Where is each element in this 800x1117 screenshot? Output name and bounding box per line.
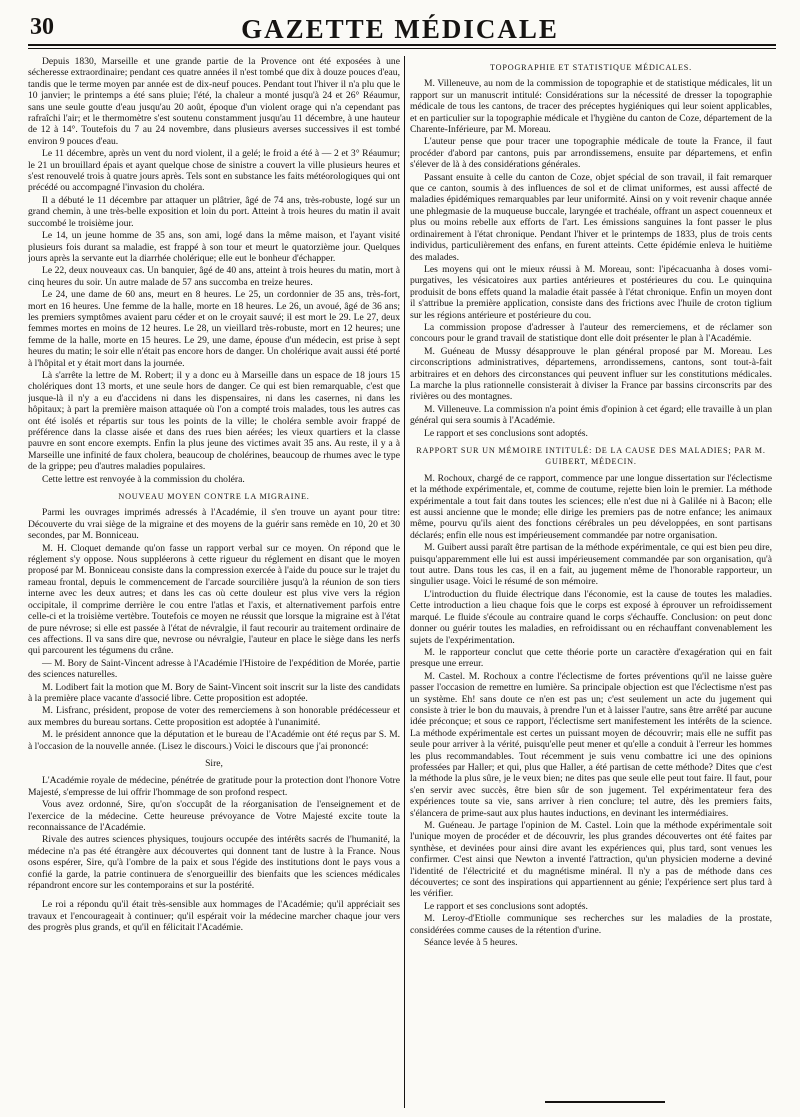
- paragraph: M. Lisfranc, président, propose de voter des remerciemens à son honorable prédécesseur et aux membres du bureau sortans. Cette proposition est adoptée à l'unanimité.: [28, 705, 400, 728]
- page-number: 30: [30, 14, 54, 40]
- header-rule: [28, 44, 776, 46]
- paragraph: M. H. Cloquet demande qu'on fasse un rapport verbal sur ce moyen. On répond que le réglement s'y oppose. Nous suppléerons à cette rigueur du réglement en disant que le moyen proposé par M. Bonniceau consiste dans la compression exercée à l'aide du pouce sur le trajet du rameau frontal, depuis le commencement de l'arcade sourcilière jusqu'à la réunion de son tiers interne avec les deux autres; et dans les cas où cette douleur est plus vive vers la région occipitale, il comprime derrière le cou entre l'atlas et l'axis, et alternativement parfois entre celle-ci et la troisième vertèbre. Toutefois ce moyen ne réussit que lorsque la migraine est à l'état de pure névrose; si elle est passée à l'état de névralgie, il faut recourir au traitement ordinaire de ces affections. Il va sans dire que, nevrose ou névralgie, l'auteur en place le siège dans les nerfs qui parcourent les tégumens du crâne.: [28, 542, 400, 657]
- paragraph: Le 11 décembre, après un vent du nord violent, il a gelé; le froid a été à — 2 et 3° Réaumur; le 21 un brouillard épais et ayant quelque chose de sinistre a couvert la ville plusieurs heures et s'est renouvelé trois à quatre jours après. Tels sont en substance les faits météorologiques qui ont précédé ou accompagné l'invasion du choléra.: [28, 148, 400, 194]
- paragraph: Le roi a répondu qu'il était très-sensible aux hommages de l'Académie; qu'il appréciait ses travaux et l'encourageait à continuer; qu'il espérait voir la médecine marcher chaque jour vers des progrès plus grands, et qu'il en félicitait l'Académie.: [28, 899, 400, 934]
- paragraph: Le 24, une dame de 60 ans, meurt en 8 heures. Le 25, un cordonnier de 35 ans, très-fort, mort en 16 heures. Une femme de la halle, morte en 18 heures. Le 26, un avoué, âgé de 36 ans; les premiers symptômes avaient paru céder et on le croyait sauvé; il est mort le 29. Le 27, deux femmes mortes en moins de 12 heures. Le 28, un vieillard très-robuste, mort en 12 heures; une femme de la halle, morte en 15 heures. Le 29, une dame, épouse d'un médecin, est prise à sept heures du matin; le soir elle n'était pas encore hors de danger. Un cholérique avait aussi été porté à l'hôpital et y était mort dans la journée.: [28, 289, 400, 369]
- paragraph: Séance levée à 5 heures.: [424, 937, 518, 949]
- section-heading: RAPPORT SUR UN MÉMOIRE INTITULÉ: DE LA CAUSE DES MALADIES; PAR M. GUIBERT, MÉDECIN.: [416, 446, 766, 467]
- paragraph: M. Guibert aussi paraît être partisan de la méthode expérimentale, ce qui est bien peu dire, puisqu'apparemment elle lui est aussi impérieusement commandée par son organisation, qu'à tout autre. Dans tous les cas, il en a fait, au jugement même de l'honorable rapporteur, un singulier usage. Voici le résumé de son mémoire.: [410, 542, 772, 588]
- salutation: Sire,: [205, 757, 223, 769]
- paragraph: Parmi les ouvrages imprimés adressés à l'Académie, il s'en trouve un ayant pour titre: Découverte du vrai siège de la migraine et des moyens de la guérir sans remède en 10, 20 et 30 secondes, par M. Bonniceau.: [28, 507, 400, 542]
- paragraph: Les moyens qui ont le mieux réussi à M. Moreau, sont: l'ipécacuanha à doses vomi-purgatives, les vésicatoires aux parties antérieures et postérieures du cou. Le quinquina produisit de bons effets quand la maladie était passée à l'état chronique. Enfin un moyen dont il s'attribue la première application, consiste dans des frictions avec l'huile de croton tiglium sur les régions antérieure et postérieure du cou.: [410, 263, 772, 321]
- paragraph: Le 14, un jeune homme de 35 ans, son ami, logé dans la même maison, et l'ayant visité plusieurs fois durant sa maladie, est frappé à son tour et meurt le quatorzième jour. Quelques jours après la servante eut la diarrhée cholérique; elle eut le bonheur d'échapper.: [28, 230, 400, 264]
- right-column: [410, 56, 772, 1106]
- paragraph: M. le président annonce que la députation et le bureau de l'Académie ont été reçus par S. M. à l'occasion de la nouvelle année. (Lisez le discours.) Voici le discours que j'ai prononcé:: [28, 729, 400, 752]
- paragraph: L'Académie royale de médecine, pénétrée de gratitude pour la protection dont l'honore Votre Majesté, s'empresse de lui offrir l'hommage de son profond respect.: [28, 775, 400, 798]
- masthead-title: GAZETTE MÉDICALE: [241, 14, 559, 44]
- paragraph: Depuis 1830, Marseille et une grande partie de la Provence ont été exposées à une sécheresse extraordinaire; pendant ces quatre années il n'est tombé que dix à douze pouces d'eau, tandis que le terme moyen par année est de dix-neuf pouces. Pendant tout l'hiver il n'a plu que le 10 janvier; le printemps a été sans pluie; l'été, la chaleur a monté jusqu'à 24 et 26° Réaumur, sans une seule goutte d'eau jusqu'au 20 août, époque d'un violent orage qui n'a cependant pas rafraîchi l'air; et le thermomètre s'est soutenu constamment jusqu'au 11 décembre, à une hauteur de 12 à 14°. Toutefois du 7 au 24 novembre, dans plusieurs averses successives il est tombé environ 9 pouces d'eau.: [28, 56, 400, 147]
- header-rule-thin: [28, 48, 776, 49]
- paragraph: Le 22, deux nouveaux cas. Un banquier, âgé de 40 ans, atteint à trois heures du matin, mort à cinq heures du soir. Un autre malade de 57 ans succomba en treize heures.: [28, 265, 400, 288]
- paragraph: M. Lodibert fait la motion que M. Bory de Saint-Vincent soit inscrit sur la liste des candidats à la première place vacante d'associé libre. Cette proposition est adoptée.: [28, 681, 400, 704]
- paragraph: M. Rochoux, chargé de ce rapport, commence par une longue dissertation sur l'éclectisme et la méthode expérimentale, et, comme de coutume, rejette bien loin le premier. La méthode expérimentale a tout fait dans toutes les sciences; elle n'est due ni à Galilée ni à Bacon; elle est aussi ancienne que le monde; elle dirige les premiers pas de notre enfance; les animaux même, pourvu qu'ils aient des fonctions cérébrales un peu développées, en sont partisans déclarés; enfin elle nous est impérieusement commandée par notre organisation.: [410, 472, 772, 541]
- left-column: [28, 56, 400, 1106]
- paragraph: M. Leroy-d'Etiolle communique ses recherches sur les maladies de la prostate, considérées comme causes de la rétention d'urine.: [410, 913, 772, 936]
- column-divider: [404, 56, 405, 1108]
- paragraph: Vous avez ordonné, Sire, qu'on s'occupât de la réorganisation de l'enseignement et de l'exercice de la médecine. Cette heureuse prévoyance de Votre Majesté excite toute la reconnaissance de l'Académie.: [28, 799, 400, 833]
- section-heading: TOPOGRAPHIE ET STATISTIQUE MÉDICALES.: [490, 63, 692, 72]
- paragraph: Le rapport et ses conclusions sont adoptés.: [424, 900, 588, 912]
- paragraph: L'auteur pense que pour tracer une topographie médicale de toute la France, il faut procéder d'abord par cantons, puis par arrondissemens, ensuite par départemens, et enfin s'élever de là à des considérations générales.: [410, 136, 772, 171]
- page-header: [18, 14, 782, 44]
- paragraph: — M. Bory de Saint-Vincent adresse à l'Académie l'Histoire de l'expédition de Morée, partie des sciences naturelles.: [28, 657, 400, 681]
- section-heading: NOUVEAU MOYEN CONTRE LA MIGRAINE.: [118, 492, 310, 502]
- paragraph: M. Guéneau. Je partage l'opinion de M. Castel. Loin que la méthode expérimentale soit l'unique moyen de procéder et de découvrir, les plus grandes découvertes ont été faites par synthèse, et devinées pour ainsi dire avant les expériences qui, plus tard, sont venues les confirmer. C'est ainsi que Newton a inventé l'attraction, qu'un physicien moderne a deviné l'identité de l'électricité et du magnétisme minéral. Il n'y a pas de méthode dans ces découvertes; ce sont des inspirations qui appartiennent au génie; l'expérience sert plus tard à les vérifier.: [410, 820, 772, 900]
- paragraph: Passant ensuite à celle du canton de Coze, objet spécial de son travail, il fait remarquer que ce canton, soumis à des influences de sol et de climat uniformes, est aussi affecté de maladies épidémiques remarquables par leur uniformité. Ainsi on y voit revenir chaque année une phlegmasie de la muqueuse buccale, laryngée et trachéale, offrant un aspect couenneux et plus ou moins rebelle aux efforts de l'art. Les émissions sanguines la font passer le plus ordinairement à l'état chronique. Pendant l'hiver et le printemps de 1833, plus de trois cents individus, particulièrement des enfans, en furent atteints. Cette épidémie enleva le huitième des malades.: [410, 171, 772, 263]
- paragraph: L'introduction du fluide électrique dans l'économie, est la cause de toutes les maladies. Cette introduction a lieu chaque fois que le corps est exposé à éprouver un refroidissement marqué. Le fluide s'écoule au contraire quand le corps s'échauffe. Conclusion: on peut donc donner ou guérir toutes les maladies, en refroidissant ou en réchauffant convenablement les sujets de l'expérimentation.: [410, 588, 772, 646]
- paragraph: M. Guéneau de Mussy désapprouve le plan général proposé par M. Moreau. Les circonscriptions administratives, départemens, arrondissemens, cantons, sont tout-à-fait arbitraires et en dehors des circonstances qui peuvent influer sur les constitutions médicales. La marche la plus rationnelle consisterait à diviser la France par bassins circonscrits par des rivières ou des montagnes.: [410, 345, 772, 403]
- paragraph: M. Castel. M. Rochoux a contre l'éclectisme de fortes préventions qu'il ne laisse guère passer l'occasion de remettre en lumière. Sa principale objection est que l'éclectisme n'est pas un système. Eh! sans doute ce n'en est pas un; c'est seulement un acte du jugement qui consiste à trier le bon du mauvais, à prendre l'un et à laisser l'autre, sans être arrêté par aucune idée préconçue; et sous ce rapport, l'éclectisme sert manifestement les intérêts de la science. La méthode expérimentale est certes un puissant moyen de découvrir; mais elle ne suffit pas seule pour arriver à la vérité, puisqu'elle peut mener et qu'elle a conduit à l'erreur les hommes les plus recommandables. Tout récemment je suis venu combattre ici une des opinions professées par Haller; et qui, plus que Haller, a été partisan de cette méthode? Dites que c'est la méthode la plus sûre, je le veux bien; ne dites pas que seule elle peut tout faire. Il faut, pour s'en servir avec succès, être bien sûr de son jugement. Tel expérimentateur fera des expériences toute sa vie, sans arriver à rien conclure; tel autre, dès les premiers faits, s'élancera de prime-saut aux plus hautes inductions, en devinant les intermédiaires.: [410, 670, 772, 819]
- paragraph: Le rapport et ses conclusions sont adoptés.: [424, 427, 588, 439]
- paragraph: M. Villeneuve, au nom de la commission de topographie et de statistique médicales, lit un rapport sur un manuscrit intitulé: Considérations sur la nécessité de dresser la topographie médicale de tous les cantons, de tracer des préceptes hygiéniques qui leur soient applicables, et en particulier sur la topographie médicale et l'hygiène du canton de Coze, département de la Charente-Inférieure, par M. Moreau.: [410, 78, 772, 136]
- paragraph: M. Villeneuve. La commission n'a point émis d'opinion à cet égard; elle travaille à un plan général qui sera soumis à l'Académie.: [410, 403, 772, 427]
- paragraph: Cette lettre est renvoyée à la commission du choléra.: [42, 473, 245, 485]
- end-rule: [545, 1101, 665, 1103]
- paragraph: Là s'arrête la lettre de M. Robert; il y a donc eu à Marseille dans un espace de 18 jours 15 cholériques dont 13 morts, et une seule hors de danger. Ce qui est bien remarquable, c'est que jusque-là il n'y a eu d'accidens ni dans les dispensaires, ni dans les casernes, ni dans les hôpitaux; à part la première maison attaquée où l'on a compté trois malades, tous les autres cas ont été isolés et répartis sur tous les points de la ville; le choléra semble avoir frappé de préférence dans la classe aisée et dans des rues bien aérées; les vieux quartiers et la classe pauvre en sont encore exempts. Enfin la plus jeune des victimes avait 35 ans. Au reste, il y a à Marseille une infinité de faux cholera, beaucoup de cholérines, beaucoup de rhumes avec le type de la grippe; peu d'autres maladies populaires.: [28, 369, 400, 473]
- paragraph: M. le rapporteur conclut que cette théorie porte un caractère d'exagération qui en fait presque une erreur.: [410, 646, 772, 670]
- paragraph: Il a débuté le 11 décembre par attaquer un plâtrier, âgé de 74 ans, très-robuste, logé sur un grand chemin, à une très-belle exposition et loin du port. Atteint à trois heures du matin il avait succombé le troisième jour.: [28, 194, 400, 229]
- paragraph: La commission propose d'adresser à l'auteur des remerciemens, et de réclamer son concours pour le grand travail de statistique dont elle doit présenter le plan à l'Académie.: [410, 321, 772, 345]
- paragraph: Rivale des autres sciences physiques, toujours occupée des intérêts sacrés de l'humanité, la médecine n'a pas été étrangère aux découvertes qui donnent tant de lustre à la France. Nous osons espérer, Sire, qu'à l'ombre de la paix et sous l'égide des institutions dont le pays vous a confié la garde, la patrie continuera de s'enorgueillir des bienfaits que les sciences médicales répandront encore sur les contemporains et sur la postérité.: [28, 834, 400, 892]
